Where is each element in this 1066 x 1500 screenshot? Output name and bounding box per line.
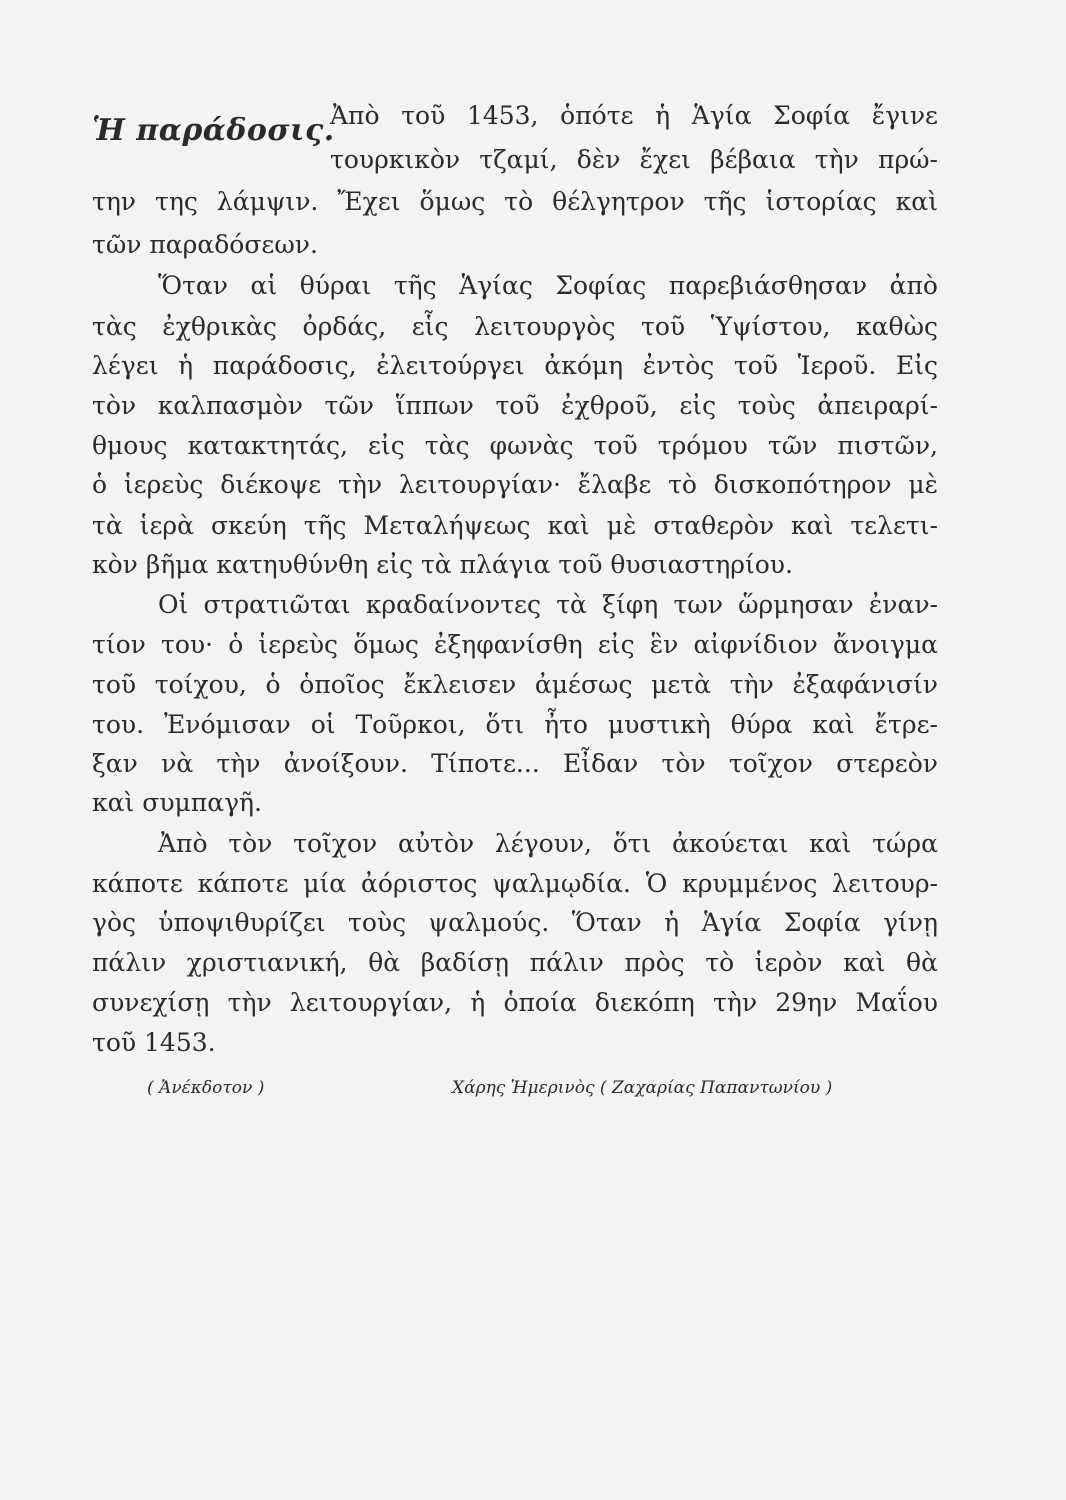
text-line: Ὅταν αἱ θύραι τῆς Ἁγίας Σοφίας παρεβιάσθησαν ἀπὸ	[158, 271, 938, 300]
text-line: λέγει ἡ παράδοσις, ἐλειτούργει ἀκόμη ἐντὸς τοῦ Ἱεροῦ. Εἰς	[92, 351, 938, 380]
text-line: τουρκικὸν τζαμί, δὲν ἔχει βέβαια τὴν πρώ-	[330, 145, 938, 174]
text-line: τοῦ 1453.	[92, 1028, 216, 1057]
text-line: καὶ συμπαγῆ.	[92, 788, 262, 817]
text-line: του. Ἐνόμισαν οἱ Τοῦρκοι, ὅτι ἦτο μυστικὴ θύρα καὶ ἔτρε-	[92, 710, 938, 739]
source-note: ( Ἀνέκδοτον )	[147, 1078, 265, 1098]
text-line: κὸν βῆμα κατηυθύνθη εἰς τὰ πλάγια τοῦ θυσιαστηρίου.	[92, 550, 793, 579]
section-heading: Ἡ παράδοσις.	[92, 113, 335, 148]
text-line: τίον του· ὁ ἱερεὺς ὅμως ἐξηφανίσθη εἰς ἓν αἰφνίδιον ἄνοιγμα	[92, 630, 938, 659]
text-line: Ἀπὸ τὸν τοῖχον αὐτὸν λέγουν, ὅτι ἀκούεται καὶ τώρα	[158, 829, 938, 858]
author-credit: Χάρης Ἡμερινὸς ( Ζαχαρίας Παπαντωνίου )	[452, 1078, 833, 1098]
text-line: κάποτε κάποτε μία ἀόριστος ψαλμῳδία. Ὁ κρυμμένος λειτουρ-	[92, 869, 938, 898]
text-line: την της λάμψιν. Ἔχει ὅμως τὸ θέλγητρον τῆς ἱστορίας καὶ	[92, 187, 938, 216]
text-line: συνεχίσῃ τὴν λειτουργίαν, ἡ ὁποία διεκόπη τὴν 29ην Μαΐου	[92, 988, 938, 1017]
text-line: ὁ ἱερεὺς διέκοψε τὴν λειτουργίαν· ἔλαβε τὸ δισκοπότηρον μὲ	[92, 470, 938, 499]
text-line: τὰς ἐχθρικὰς ὀρδάς, εἷς λειτουργὸς τοῦ Ὑψίστου, καθὼς	[92, 312, 938, 341]
text-line: τοῦ τοίχου, ὁ ὁποῖος ἔκλεισεν ἀμέσως μετὰ τὴν ἐξαφάνισίν	[92, 670, 938, 699]
text-line: ξαν νὰ τὴν ἀνοίξουν. Τίποτε... Εἶδαν τὸν τοῖχον στερεὸν	[92, 749, 938, 778]
text-line: γὸς ὑποψιθυρίζει τοὺς ψαλμούς. Ὅταν ἡ Ἁγία Σοφία γίνῃ	[92, 908, 938, 937]
text-line: τὰ ἱερὰ σκεύη τῆς Μεταλήψεως καὶ μὲ σταθερὸν καὶ τελετι-	[92, 511, 938, 540]
text-line: τὸν καλπασμὸν τῶν ἵππων τοῦ ἐχθροῦ, εἰς τοὺς ἀπειραρί-	[92, 391, 938, 420]
text-line: Οἱ στρατιῶται κραδαίνοντες τὰ ξίφη των ὥρμησαν ἐναν-	[158, 590, 938, 619]
text-line: Ἀπὸ τοῦ 1453, ὁπότε ἡ Ἁγία Σοφία ἔγινε	[330, 101, 938, 130]
text-line: τῶν παραδόσεων.	[92, 230, 318, 259]
text-line: θμους κατακτητάς, εἰς τὰς φωνὰς τοῦ τρόμου τῶν πιστῶν,	[92, 431, 938, 460]
text-line: πάλιν χριστιανική, θὰ βαδίσῃ πάλιν πρὸς τὸ ἱερὸν καὶ θὰ	[92, 948, 938, 977]
